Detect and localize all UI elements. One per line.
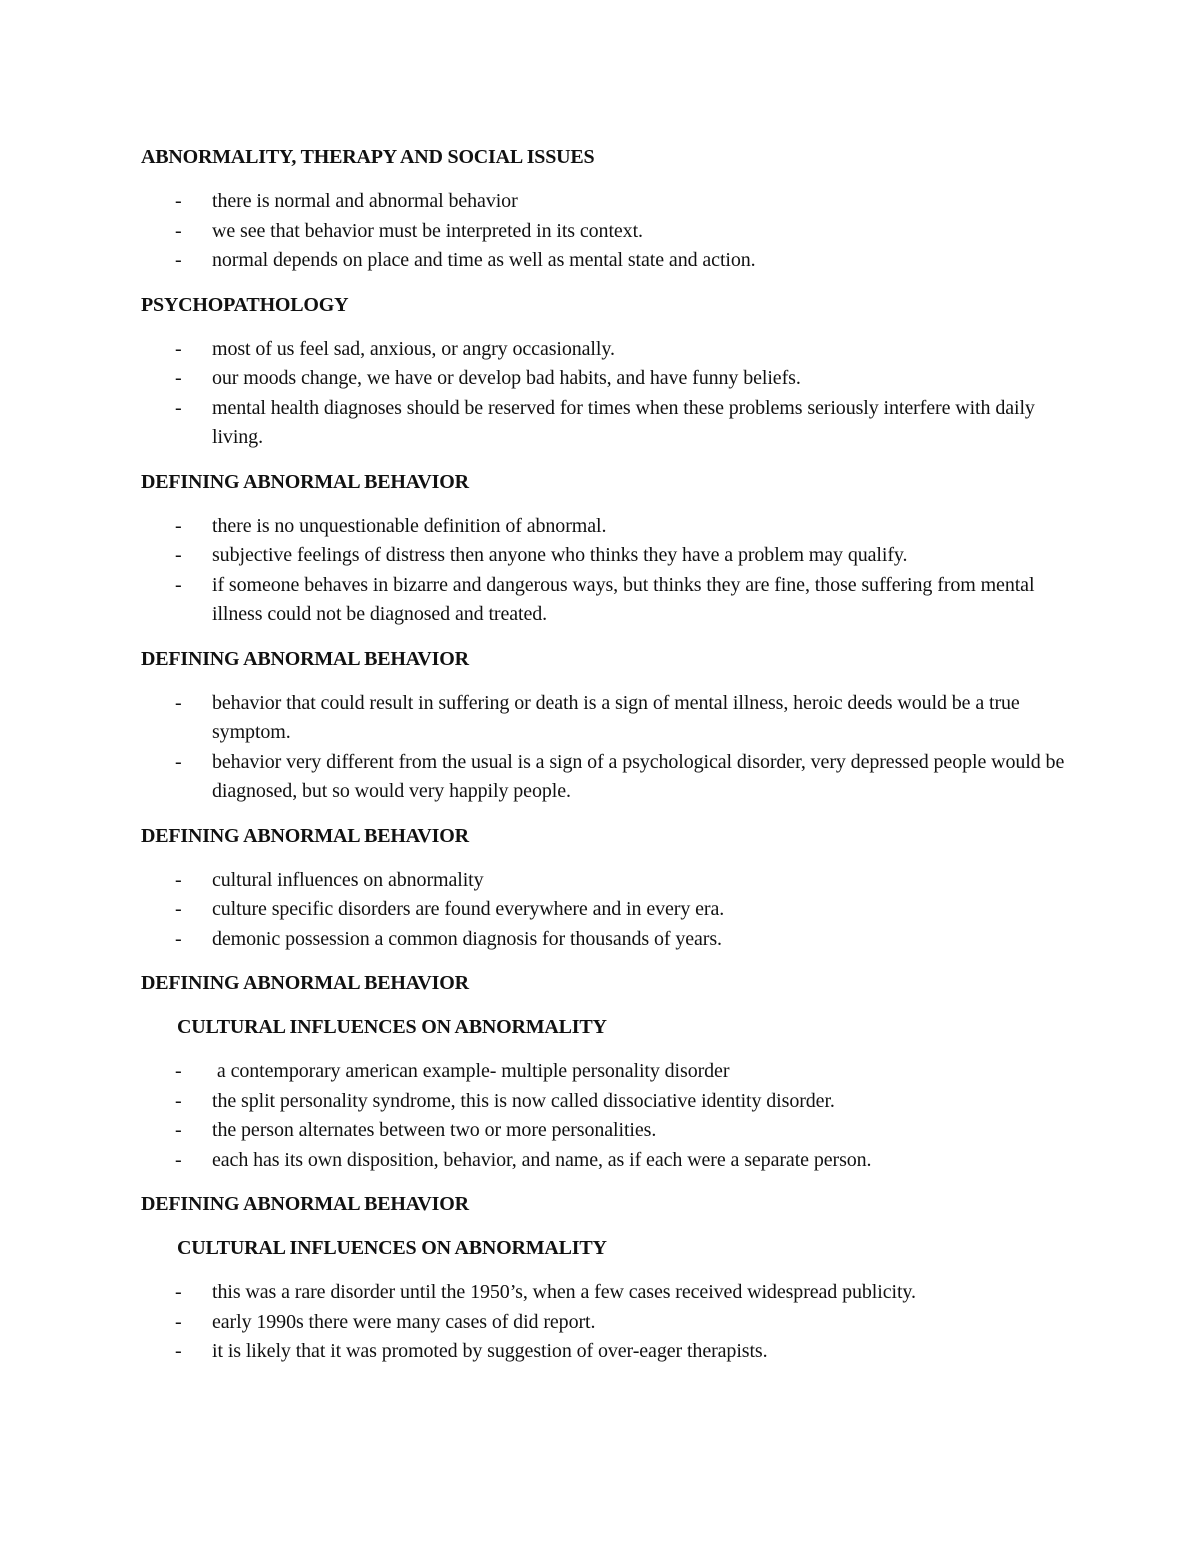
bullet-text: this was a rare disorder until the 1950’s, when a few cases received widespread publicity.	[212, 1281, 916, 1303]
bullet-dash: -	[175, 1089, 182, 1112]
bullet-text: there is no unquestionable definition of abnormal.	[212, 514, 607, 537]
list-item	[141, 1308, 1071, 1338]
section-heading: DEFINING ABNORMAL BEHAVIOR	[141, 1193, 469, 1215]
section-abnormality-therapy	[141, 143, 1071, 276]
bullet-text: mental health diagnoses should be reserved for times when these problems seriously interfere with daily living.	[212, 396, 1035, 448]
section-heading: ABNORMALITY, THERAPY AND SOCIAL ISSUES	[141, 146, 595, 168]
list-item	[141, 335, 1071, 365]
bullet-dash: -	[175, 337, 182, 360]
list-item	[141, 1278, 1071, 1308]
bullet-text: demonic possession a common diagnosis for thousands of years.	[212, 927, 722, 950]
bullet-text: there is normal and abnormal behavior	[212, 190, 518, 212]
bullet-list	[141, 187, 1071, 276]
bullet-dash: -	[175, 396, 182, 419]
bullet-dash: -	[175, 927, 182, 950]
bullet-dash: -	[175, 898, 182, 920]
section-defining-abnormal-5	[141, 1190, 1071, 1367]
list-item	[141, 748, 1071, 807]
bullet-dash: -	[175, 691, 182, 714]
section-heading: DEFINING ABNORMAL BEHAVIOR	[141, 972, 469, 994]
list-item	[141, 1087, 1071, 1117]
document-content	[141, 143, 1071, 1382]
list-item	[141, 364, 1071, 394]
bullet-text: our moods change, we have or develop bad habits, and have funny beliefs.	[212, 367, 801, 389]
list-item	[141, 541, 1071, 571]
section-subheading: CULTURAL INFLUENCES ON ABNORMALITY	[177, 1016, 607, 1038]
bullet-text: behavior that could result in suffering or death is a sign of mental illness, heroic deeds would be a true symptom.	[212, 691, 1020, 743]
bullet-dash: -	[175, 1310, 182, 1333]
bullet-dash: -	[175, 1281, 182, 1303]
list-item	[141, 925, 1071, 955]
section-heading: DEFINING ABNORMAL BEHAVIOR	[141, 824, 469, 847]
section-psychopathology	[141, 291, 1071, 453]
list-item	[141, 1116, 1071, 1146]
bullet-dash: -	[175, 573, 182, 596]
bullet-list	[141, 1278, 1071, 1367]
bullet-list	[141, 512, 1071, 630]
section-defining-abnormal-3	[141, 822, 1071, 955]
section-subheading: CULTURAL INFLUENCES ON ABNORMALITY	[177, 1237, 607, 1259]
section-defining-abnormal-2	[141, 645, 1071, 807]
bullet-list	[141, 1057, 1071, 1175]
list-item	[141, 1146, 1071, 1176]
bullet-text: if someone behaves in bizarre and dangerous ways, but thinks they are fine, those suffering from mental illness could not be diagnosed and treated.	[212, 573, 1035, 625]
section-defining-abnormal-1	[141, 468, 1071, 630]
bullet-dash: -	[175, 750, 182, 773]
list-item	[141, 866, 1071, 896]
section-heading: DEFINING ABNORMAL BEHAVIOR	[141, 647, 469, 670]
bullet-text: cultural influences on abnormality	[212, 868, 484, 891]
bullet-text: each has its own disposition, behavior, and name, as if each were a separate person.	[212, 1148, 872, 1171]
bullet-text: culture specific disorders are found everywhere and in every era.	[212, 898, 725, 920]
list-item	[141, 394, 1071, 453]
list-item	[141, 1057, 1071, 1087]
bullet-dash: -	[175, 1060, 182, 1082]
section-heading: DEFINING ABNORMAL BEHAVIOR	[141, 470, 469, 493]
bullet-text: a contemporary american example- multiple personality disorder	[212, 1060, 730, 1082]
bullet-text: early 1990s there were many cases of did report.	[212, 1310, 596, 1333]
bullet-dash: -	[175, 1148, 182, 1171]
bullet-text: we see that behavior must be interpreted in its context.	[212, 219, 643, 242]
bullet-dash: -	[175, 514, 182, 537]
bullet-text: normal depends on place and time as well as mental state and action.	[212, 249, 756, 271]
bullet-text: it is likely that it was promoted by suggestion of over-eager therapists.	[212, 1340, 768, 1362]
bullet-dash: -	[175, 367, 182, 389]
bullet-list	[141, 866, 1071, 955]
bullet-dash: -	[175, 219, 182, 242]
bullet-text: subjective feelings of distress then anyone who thinks they have a problem may qualify.	[212, 544, 908, 566]
bullet-text: most of us feel sad, anxious, or angry occasionally.	[212, 337, 615, 360]
bullet-dash: -	[175, 249, 182, 271]
bullet-list	[141, 689, 1071, 807]
list-item	[141, 689, 1071, 748]
section-heading: PSYCHOPATHOLOGY	[141, 293, 349, 316]
bullet-dash: -	[175, 1340, 182, 1362]
section-defining-abnormal-4	[141, 969, 1071, 1175]
list-item	[141, 217, 1071, 247]
bullet-text: the person alternates between two or more personalities.	[212, 1119, 657, 1141]
bullet-dash: -	[175, 868, 182, 891]
bullet-text: the split personality syndrome, this is now called dissociative identity disorder.	[212, 1089, 835, 1112]
list-item	[141, 895, 1071, 925]
list-item	[141, 512, 1071, 542]
list-item	[141, 187, 1071, 217]
bullet-dash: -	[175, 190, 182, 212]
bullet-text: behavior very different from the usual is a sign of a psychological disorder, very depressed people would be diagnosed, but so would very happily people.	[212, 750, 1065, 802]
list-item	[141, 246, 1071, 276]
bullet-dash: -	[175, 1119, 182, 1141]
bullet-list	[141, 335, 1071, 453]
list-item	[141, 1337, 1071, 1367]
bullet-dash: -	[175, 544, 182, 566]
list-item	[141, 571, 1071, 630]
